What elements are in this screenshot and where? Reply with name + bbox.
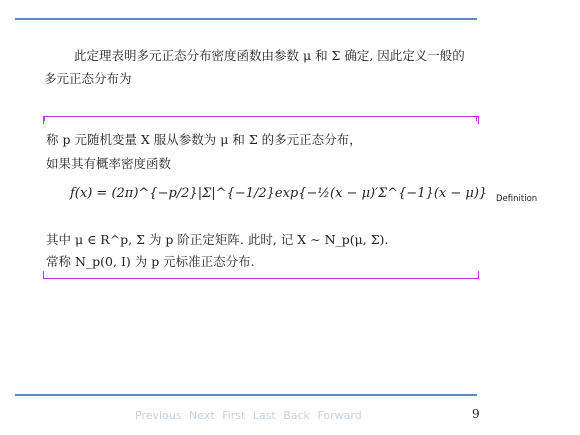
definition-box-top-bracket [43,116,479,124]
nav-forward-link[interactable]: Forward [317,409,362,422]
nav-back-link[interactable]: Back [283,409,310,422]
definition-label: Definition [496,194,538,204]
definition-line-3: 其中 μ ∈ R^p, Σ 为 p 阶正定矩阵. 此时, 记 X ∼ N_p(μ, Σ). [46,232,389,247]
nav-first-link[interactable]: First [222,409,246,422]
definition-line-4: 常称 N_p(0, I) 为 p 元标准正态分布. [46,254,255,269]
nav-previous-link[interactable]: Previous [135,409,182,422]
definition-line-2: 如果其有概率密度函数 [46,156,172,171]
top-rule [15,18,477,20]
bottom-rule [15,394,477,396]
density-formula: f(x) = (2π)^{−p/2}|Σ|^{−1/2}exp{−½(x − μ)′Σ^{−1}(x − μ)} [70,186,488,201]
page-number: 9 [472,407,480,421]
definition-box-bottom-bracket [43,271,479,279]
nav-last-link[interactable]: Last [252,409,276,422]
intro-paragraph: 此定理表明多元正态分布密度函数由参数 μ 和 Σ 确定, 因此定义一般的多元正态分布为 [44,48,465,86]
definition-line-1: 称 p 元随机变量 X 服从参数为 μ 和 Σ 的多元正态分布， [46,132,362,147]
navigation-bar [135,409,366,422]
nav-next-link[interactable]: Next [189,409,215,422]
